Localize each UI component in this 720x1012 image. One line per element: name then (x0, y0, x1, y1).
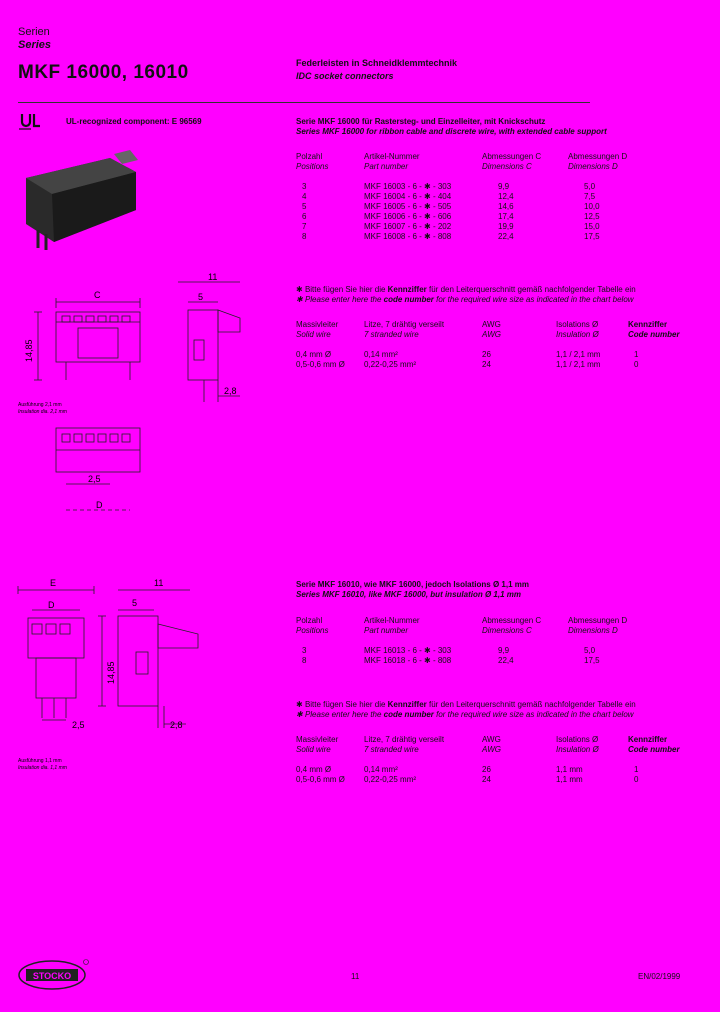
dim-2-8: 2,8 (170, 720, 183, 730)
table-cell: 24 (482, 775, 491, 784)
section2-heading-en: Series MKF 16010, like MKF 16000, but insulation Ø 1,1 mm (296, 590, 521, 599)
dim-11: 11 (154, 578, 164, 588)
table-cell: 0,5-0,6 mm Ø (296, 360, 345, 369)
series-label: Serien (18, 26, 50, 38)
table-cell: 7 (302, 222, 307, 231)
table-cell: 19,9 (498, 222, 514, 231)
table-cell: 5 (302, 202, 307, 211)
table-cell: 6 (302, 212, 307, 221)
table-header-row (296, 320, 688, 330)
table-cell: 0 (634, 360, 639, 369)
table-header: 7 stranded wire (364, 745, 419, 754)
dim-2-5: 2,5 (88, 474, 101, 484)
dim-5: 5 (132, 598, 138, 608)
table-cell: 3 (302, 182, 307, 191)
table-cell: 12,4 (498, 192, 514, 201)
section1-heading-de: Serie MKF 16000 für Rastersteg- und Einzelleiter, mit Knickschutz (296, 117, 546, 126)
table-cell: MKF 16003 - 6 - ✱ - 303 (364, 182, 452, 191)
drawing-caption-en: Insulation dia. 1,1 mm (18, 765, 67, 771)
table-row (296, 182, 648, 192)
table-header: Abmessungen C (482, 152, 542, 161)
table-header: Part number (364, 626, 409, 635)
table-header: Positions (296, 626, 329, 635)
table-header: Dimensions D (568, 162, 618, 171)
section2-heading-de: Serie MKF 16010, wie MKF 16000, jedoch Isolations Ø 1,1 mm (296, 580, 529, 589)
subtitle-en: IDC socket connectors (296, 71, 394, 81)
table-cell: 22,4 (498, 232, 514, 241)
ul-note: UL-recognized component: E 96569 (66, 117, 202, 126)
table-header: Litze, 7 drähtig verseilt (364, 320, 445, 329)
table-header: Kennziffer (628, 735, 668, 744)
table-header: Dimensions D (568, 626, 618, 635)
table-header-row-en (296, 626, 648, 636)
page-number: 11 (351, 972, 360, 981)
table-header: Abmessungen D (568, 616, 628, 625)
table-row (296, 775, 688, 785)
table-header: Polzahl (296, 616, 323, 625)
connector-photo (18, 150, 138, 250)
table-row (296, 192, 648, 202)
table-cell: 22,4 (498, 656, 514, 665)
table-header: Isolations Ø (556, 735, 599, 744)
series-label-en: Series (18, 39, 52, 51)
table-cell: 0,22-0,25 mm² (364, 360, 417, 369)
table-cell: 1,1 mm (556, 765, 583, 774)
table-header: Solid wire (296, 330, 331, 339)
dim-5: 5 (198, 292, 204, 302)
table-cell: 8 (302, 232, 307, 241)
table-cell: 10,0 (584, 202, 600, 211)
section1-part-table (296, 152, 648, 242)
table-header: Isolations Ø (556, 320, 599, 329)
section1-note-de: ✱ Bitte fügen Sie hier die Kennziffer für den Leiterquerschnitt gemäß nachfolgender Tabelle ein (296, 285, 636, 294)
table-header: Positions (296, 162, 329, 171)
table-cell: 0 (634, 775, 639, 784)
table-row (296, 350, 688, 360)
section2-note-en: ✱ Please enter here the code number for the required wire size as indicated in the chart below (296, 710, 634, 719)
table-cell: 26 (482, 350, 491, 359)
section2-note-de: ✱ Bitte fügen Sie hier die Kennziffer für den Leiterquerschnitt gemäß nachfolgender Tabelle ein (296, 700, 636, 709)
table-header: Polzahl (296, 152, 323, 161)
section2-part-table (296, 616, 648, 666)
table-cell: 14,6 (498, 202, 514, 211)
table-row (296, 212, 648, 222)
table-header: Massivleiter (296, 320, 339, 329)
dim-e: E (50, 578, 57, 588)
table-cell: 5,0 (584, 182, 596, 191)
drawing-caption: Ausführung 2,1 mm (18, 402, 62, 408)
table-header: Insulation Ø (556, 330, 599, 339)
table-header-row-en (296, 330, 688, 340)
table-header: AWG (482, 745, 501, 754)
stocko-logo (18, 958, 90, 992)
table-header: Part number (364, 162, 409, 171)
table-cell: 7,5 (584, 192, 596, 201)
drawing-16010 (18, 576, 268, 776)
section1-wire-table (296, 320, 688, 370)
table-header: Code number (628, 745, 680, 754)
table-cell: 0,4 mm Ø (296, 350, 332, 359)
table-cell: MKF 16013 - 6 - ✱ - 303 (364, 646, 452, 655)
table-cell: 9,9 (498, 646, 510, 655)
table-cell: 17,5 (584, 656, 600, 665)
table-header: Dimensions C (482, 162, 532, 171)
table-row (296, 232, 648, 242)
table-header-row (296, 152, 648, 162)
table-row (296, 360, 688, 370)
table-cell: MKF 16008 - 6 - ✱ - 808 (364, 232, 452, 241)
section1-heading-en: Series MKF 16000 for ribbon cable and discrete wire, with extended cable support (296, 127, 607, 136)
asterisk-icon: ✱ (296, 295, 303, 304)
dim-14-85: 14,85 (106, 661, 116, 684)
section1-note-en: ✱ Please enter here the code number for the required wire size as indicated in the chart below (296, 295, 634, 304)
table-header: Artikel-Nummer (364, 152, 420, 161)
table-header-row-en (296, 745, 688, 755)
table-cell: 1,1 / 2,1 mm (556, 350, 601, 359)
table-cell: 17,4 (498, 212, 514, 221)
asterisk-icon: ✱ (296, 700, 303, 709)
table-header: 7 stranded wire (364, 330, 419, 339)
table-cell: 17,5 (584, 232, 600, 241)
table-header: Kennziffer (628, 320, 668, 329)
dim-11: 11 (208, 272, 218, 282)
table-header: Abmessungen D (568, 152, 628, 161)
table-header: AWG (482, 330, 501, 339)
asterisk-icon: ✱ (296, 710, 303, 719)
table-header: Insulation Ø (556, 745, 599, 754)
table-cell: 1,1 / 2,1 mm (556, 360, 601, 369)
document-code: EN/02/1999 (638, 972, 681, 981)
dim-d: D (48, 600, 55, 610)
table-cell: 0,14 mm² (364, 350, 398, 359)
table-cell: 15,0 (584, 222, 600, 231)
table-header: Litze, 7 drähtig verseilt (364, 735, 445, 744)
section2-wire-table (296, 735, 688, 785)
table-header: Code number (628, 330, 680, 339)
table-header: Artikel-Nummer (364, 616, 420, 625)
table-cell: 9,9 (498, 182, 510, 191)
table-cell: 0,5-0,6 mm Ø (296, 775, 345, 784)
table-cell: MKF 16007 - 6 - ✱ - 202 (364, 222, 452, 231)
header-rule (18, 102, 590, 103)
dim-d: D (96, 500, 103, 510)
table-cell: 0,14 mm² (364, 765, 398, 774)
table-cell: 0,22-0,25 mm² (364, 775, 417, 784)
table-row (296, 765, 688, 775)
table-cell: MKF 16018 - 6 - ✱ - 808 (364, 656, 452, 665)
table-cell: 1 (634, 765, 639, 774)
table-header: AWG (482, 735, 501, 744)
table-header: Solid wire (296, 745, 331, 754)
table-row (296, 646, 648, 656)
table-header-row (296, 735, 688, 745)
drawing-16000 (18, 270, 258, 530)
subtitle-de: Federleisten in Schneidklemmtechnik (296, 58, 458, 68)
table-cell: MKF 16006 - 6 - ✱ - 606 (364, 212, 452, 221)
table-cell: 12,5 (584, 212, 600, 221)
table-header-row-en (296, 162, 648, 172)
table-header: Abmessungen C (482, 616, 542, 625)
asterisk-icon: ✱ (296, 285, 303, 294)
table-cell: 3 (302, 646, 307, 655)
dim-2-8: 2,8 (224, 386, 237, 396)
table-cell: 8 (302, 656, 307, 665)
svg-text:STOCKO: STOCKO (32, 971, 72, 981)
table-header-row (296, 616, 648, 626)
table-cell: 1 (634, 350, 639, 359)
table-header: Dimensions C (482, 626, 532, 635)
table-header: AWG (482, 320, 501, 329)
drawing-caption: Ausführung 1,1 mm (18, 758, 62, 764)
table-cell: 24 (482, 360, 491, 369)
drawing-caption-en: Insulation dia. 2,1 mm (18, 409, 67, 415)
dim-c: C (94, 290, 101, 300)
table-cell: MKF 16004 - 6 - ✱ - 404 (364, 192, 452, 201)
table-cell: 4 (302, 192, 307, 201)
page-title: MKF 16000, 16010 (18, 62, 189, 83)
dim-14-85: 14,85 (24, 339, 34, 362)
table-cell: MKF 16005 - 6 - ✱ - 505 (364, 202, 452, 211)
table-row (296, 656, 648, 666)
table-row (296, 202, 648, 212)
dim-2-5: 2,5 (72, 720, 85, 730)
table-cell: 26 (482, 765, 491, 774)
table-cell: 0,4 mm Ø (296, 765, 332, 774)
table-header: Massivleiter (296, 735, 339, 744)
table-cell: 5,0 (584, 646, 596, 655)
table-cell: 1,1 mm (556, 775, 583, 784)
ul-recognized-icon (18, 110, 52, 132)
table-row (296, 222, 648, 232)
